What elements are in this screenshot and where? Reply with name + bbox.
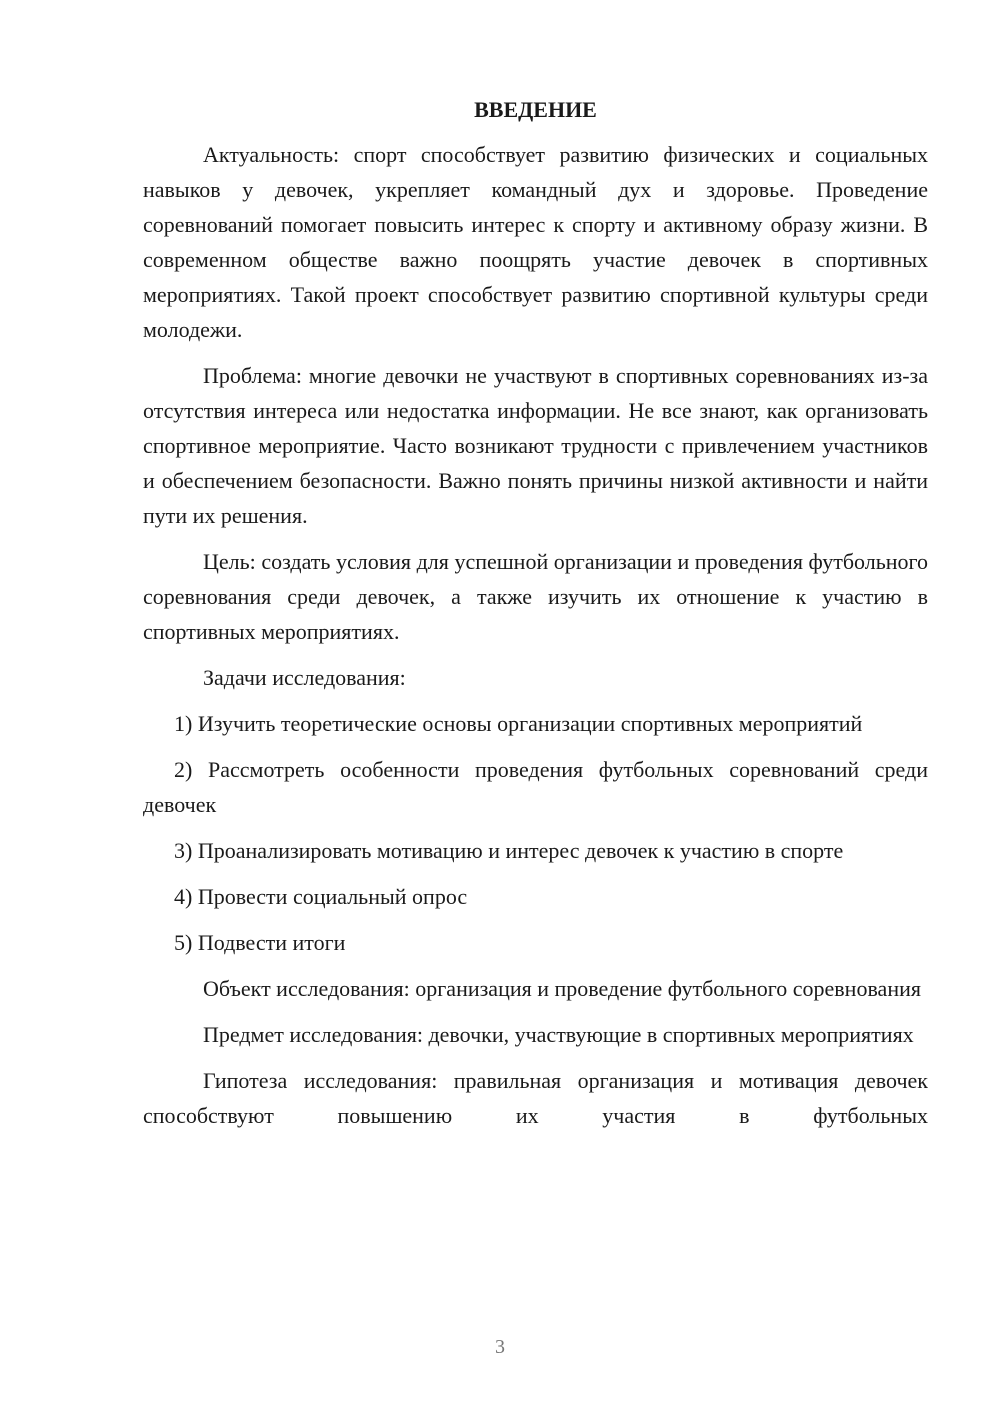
task-item: 2) Рассмотреть особенности проведения футбольных соревнований среди девочек [143, 757, 928, 817]
relevance-paragraph: Актуальность: спорт способствует развитию физических и социальных навыков у девочек, укрепляет командный дух и здоровье. Проведение соревнований помогает повысить интерес к спорту и активному образу жизни. В современном обществе важно поощрять участие девочек в спортивных мероприятиях. Такой проект способствует развитию спортивной культуры среди молодежи. [143, 142, 928, 342]
task-item: 4) Провести социальный опрос [174, 884, 468, 909]
document-page [143, 95, 928, 1144]
problem-paragraph: Проблема: многие девочки не участвуют в спортивных соревнованиях из-за отсутствия интереса или недостатка информации. Не все знают, как организовать спортивное мероприятие. Часто возникают трудности с привлечением участников и обеспечением безопасности. Важно понять причины низкой активности и найти пути их решения. [143, 363, 928, 528]
task-item: 5) Подвести итоги [174, 930, 346, 955]
section-title: ВВЕДЕНИЕ [474, 97, 597, 122]
tasks-heading: Задачи исследования: [203, 665, 406, 690]
page-number: 3 [495, 1336, 505, 1358]
task-item: 1) Изучить теоретические основы организации спортивных мероприятий [174, 711, 863, 736]
subject-paragraph: Предмет исследования: девочки, участвующие в спортивных мероприятиях [203, 1022, 914, 1047]
object-paragraph: Объект исследования: организация и проведение футбольного соревнования [203, 976, 921, 1001]
hypothesis-paragraph: Гипотеза исследования: правильная организация и мотивация девочек способствуют повышению их участия в футбольных [143, 1068, 928, 1128]
task-item: 3) Проанализировать мотивацию и интерес девочек к участию в спорте [174, 838, 844, 863]
goal-paragraph: Цель: создать условия для успешной организации и проведения футбольного соревнования среди девочек, а также изучить их отношение к участию в спортивных мероприятиях. [143, 549, 928, 644]
